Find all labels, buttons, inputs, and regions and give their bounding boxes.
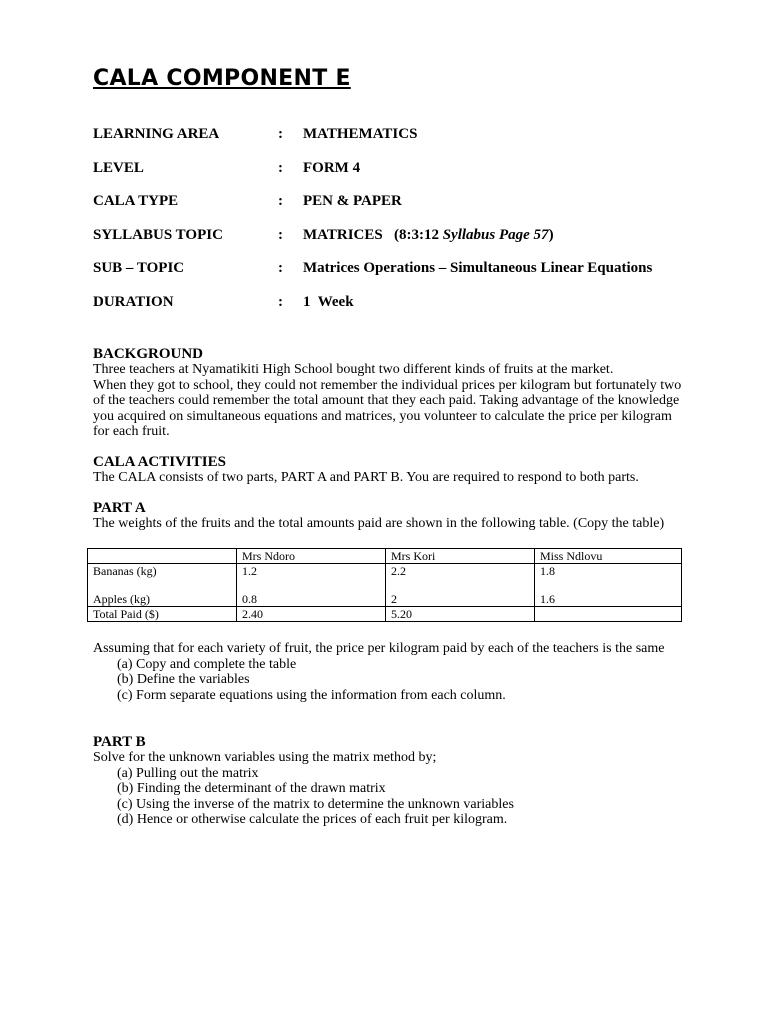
meta-row-syllabus-topic bbox=[93, 227, 713, 261]
list-text: Hence or otherwise calculate the prices of each fruit per kilogram. bbox=[136, 812, 508, 828]
background-line-1: Three teachers at Nyamatikiti High School bought two different kinds of fruits at the market. bbox=[93, 362, 614, 377]
meta-label: DURATION bbox=[93, 293, 174, 310]
meta-value bbox=[303, 227, 554, 244]
table-row-label bbox=[88, 564, 237, 607]
meta-label: SYLLABUS TOPIC bbox=[93, 226, 223, 243]
list-marker: (c) bbox=[117, 687, 133, 703]
meta-colon: : bbox=[278, 126, 283, 142]
meta-value: PEN & PAPER bbox=[303, 193, 402, 209]
weights-table bbox=[87, 548, 682, 622]
list-text: Finding the determinant of the drawn matrix bbox=[136, 781, 386, 797]
table-cell: 2.40 bbox=[237, 607, 386, 622]
meta-label: CALA TYPE bbox=[93, 193, 179, 209]
list-text: Copy and complete the table bbox=[136, 656, 297, 672]
table-header-cell: Miss Ndlovu bbox=[535, 549, 682, 564]
part-b-heading: PART B bbox=[93, 734, 146, 750]
document-title: CALA COMPONENT E bbox=[93, 66, 351, 91]
meta-value: MATHEMATICS bbox=[303, 126, 418, 142]
meta-value-suffix: ) bbox=[548, 226, 554, 243]
meta-colon: : bbox=[278, 159, 283, 176]
cell-value: 2.2 bbox=[391, 564, 406, 578]
list-marker: (c) bbox=[117, 796, 133, 812]
list-marker: (a) bbox=[117, 765, 133, 781]
meta-row-duration bbox=[93, 294, 713, 328]
part-b-section bbox=[93, 734, 683, 828]
meta-row-sub-topic bbox=[93, 260, 713, 294]
table-cell bbox=[535, 564, 682, 607]
list-item bbox=[93, 657, 683, 673]
row-spacer bbox=[540, 578, 676, 592]
list-text: Form separate equations using the information from each column. bbox=[136, 687, 506, 703]
table-cell bbox=[237, 564, 386, 607]
table-header-cell: Mrs Ndoro bbox=[237, 549, 386, 564]
meta-label: LEARNING AREA bbox=[93, 126, 220, 142]
meta-label: LEVEL bbox=[93, 159, 144, 176]
meta-row-level bbox=[93, 160, 713, 194]
part-a-heading: PART A bbox=[93, 500, 146, 516]
list-item bbox=[93, 688, 683, 704]
row-spacer bbox=[242, 578, 380, 592]
table-cell bbox=[535, 607, 682, 622]
meta-value: FORM 4 bbox=[303, 159, 361, 176]
activities-heading: CALA ACTIVITIES bbox=[93, 454, 226, 470]
part-a-intro: The weights of the fruits and the total amounts paid are shown in the following table. (Copy the table) bbox=[93, 516, 665, 531]
cell-value: 0.8 bbox=[242, 592, 257, 606]
row-spacer bbox=[391, 578, 529, 592]
part-a-questions bbox=[93, 641, 683, 703]
table-header-cell: Mrs Kori bbox=[386, 549, 535, 564]
row-label-total-paid: Total Paid ($) bbox=[88, 607, 237, 622]
meta-colon: : bbox=[278, 293, 283, 310]
table-row bbox=[88, 564, 682, 607]
meta-value: 1 Week bbox=[303, 293, 354, 310]
part-a-question-list bbox=[93, 657, 683, 704]
activities-section bbox=[93, 454, 683, 486]
cell-value: 1.2 bbox=[242, 564, 257, 578]
table-row bbox=[88, 607, 682, 622]
list-item bbox=[93, 672, 683, 688]
meta-value: Matrices Operations – Simultaneous Linear Equations bbox=[303, 260, 653, 276]
table-header-row bbox=[88, 549, 682, 564]
activities-text: The CALA consists of two parts, PART A and PART B. You are required to respond to both parts. bbox=[93, 470, 639, 485]
metadata-block bbox=[93, 126, 713, 327]
list-item bbox=[93, 797, 683, 813]
list-marker: (b) bbox=[117, 672, 134, 688]
meta-row-cala-type bbox=[93, 193, 713, 227]
row-spacer bbox=[93, 578, 231, 592]
list-item bbox=[93, 766, 683, 782]
list-marker: (b) bbox=[117, 781, 134, 797]
list-marker: (d) bbox=[117, 812, 134, 828]
part-b-question-list bbox=[93, 766, 683, 828]
table-cell: 5.20 bbox=[386, 607, 535, 622]
cell-value: 1.6 bbox=[540, 592, 555, 606]
background-heading: BACKGROUND bbox=[93, 346, 204, 362]
cell-value: 1.8 bbox=[540, 564, 555, 578]
list-item bbox=[93, 812, 683, 828]
meta-colon: : bbox=[278, 226, 283, 243]
row-label-bananas: Bananas (kg) bbox=[93, 564, 157, 578]
meta-value-prefix: MATRICES (8:3:12 bbox=[303, 226, 443, 243]
meta-row-learning-area bbox=[93, 126, 713, 160]
background-line-2: When they got to school, they could not remember the individual prices per kilogram but fortunately two of the teachers could remember the total amount that they each paid. Taking advantage of the knowledge you acquired on simultaneous equations and matrices, you volunteer to calculate the price per kilogram for each fruit. bbox=[93, 377, 682, 440]
table-header-cell bbox=[88, 549, 237, 564]
meta-colon: : bbox=[278, 260, 283, 276]
part-b-intro: Solve for the unknown variables using the matrix method by; bbox=[93, 750, 437, 765]
meta-label: SUB – TOPIC bbox=[93, 260, 185, 276]
meta-colon: : bbox=[278, 193, 283, 209]
list-marker: (a) bbox=[117, 656, 133, 672]
meta-value-italic: Syllabus Page 57 bbox=[442, 226, 549, 243]
list-text: Define the variables bbox=[136, 672, 250, 688]
background-section bbox=[93, 346, 683, 440]
assumption-text: Assuming that for each variety of fruit, the price per kilogram paid by each of the teachers is the same bbox=[93, 641, 665, 656]
list-text: Using the inverse of the matrix to determine the unknown variables bbox=[136, 796, 514, 812]
cell-value: 2 bbox=[391, 592, 397, 606]
table-cell bbox=[386, 564, 535, 607]
row-label-apples: Apples (kg) bbox=[93, 592, 150, 606]
part-a-section bbox=[93, 500, 683, 532]
list-item bbox=[93, 781, 683, 797]
list-text: Pulling out the matrix bbox=[136, 765, 259, 781]
